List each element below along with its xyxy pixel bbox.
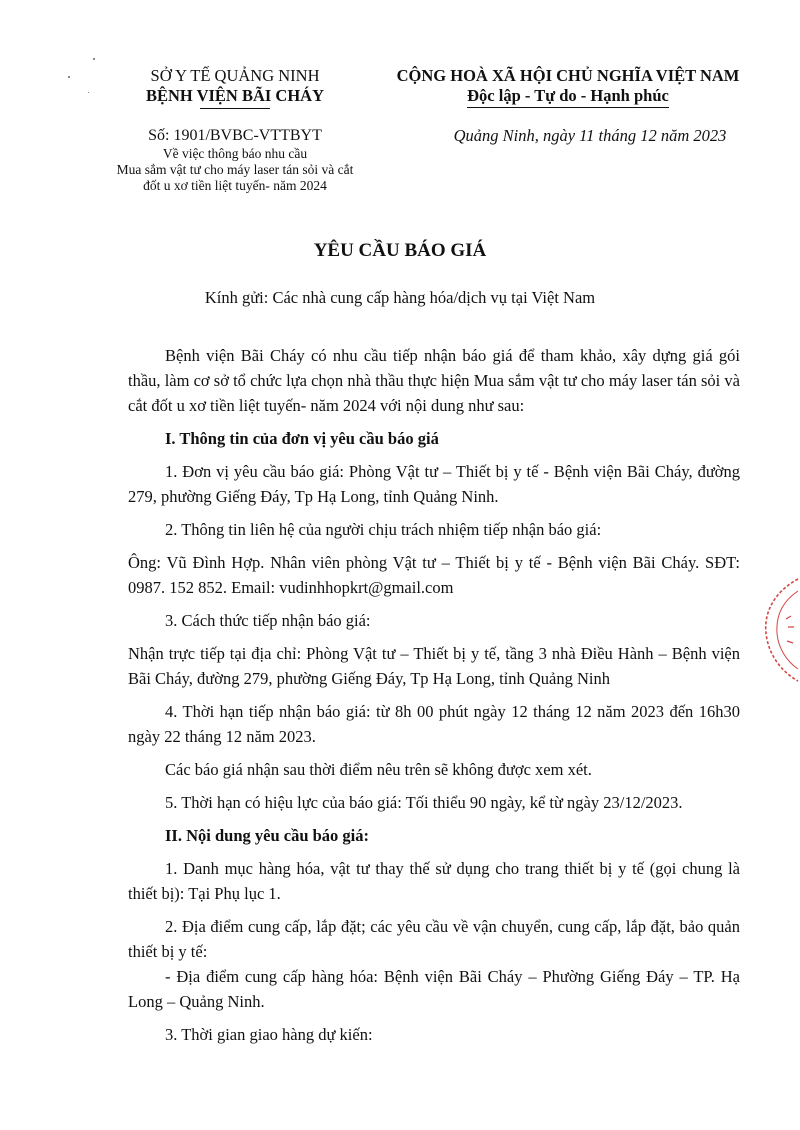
hospital-name: BỆNH VIỆN BÃI CHÁY [145,86,325,105]
intro-paragraph: Bệnh viện Bãi Cháy có nhu cầu tiếp nhận báo giá để tham khảo, xây dựng giá gói thầu, làm cơ sở tổ chức lựa chọn nhà thầu thực hiện Mua sắm vật tư cho máy laser tán sỏi và cắt đốt u xơ tiền liệt tuyến- năm 2024 với nội dung như sau: [128,346,740,415]
paragraph: 2. Thông tin liên hệ của người chịu trách nhiệm tiếp nhận báo giá: [165,520,602,539]
paragraph: Các báo giá nhận sau thời điểm nêu trên sẽ không được xem xét. [165,760,592,779]
scan-speck [93,58,95,60]
paragraph: 1. Đơn vị yêu cầu báo giá: Phòng Vật tư – Thiết bị y tế - Bệnh viện Bãi Cháy, đường 279, phường Giếng Đáy, Tp Hạ Long, tỉnh Quảng Ninh. [128,462,740,506]
seal-stamp-icon [760,575,800,685]
document-number: Số: 1901/BVBC-VTTBYT [148,127,322,144]
paragraph: - Địa điểm cung cấp hàng hóa: Bệnh viện Bãi Cháy – Phường Giếng Đáy – TP. Hạ Long – Quảng Ninh. [128,967,740,1011]
scan-speck [68,76,70,78]
date-line: Quảng Ninh, ngày 11 tháng 12 năm 2023 [453,126,727,145]
document-title: YÊU CẦU BÁO GIÁ [313,240,487,261]
paragraph: 3. Cách thức tiếp nhận báo giá: [165,611,371,630]
subject-line: Mua sắm vật tư cho máy laser tán sỏi và cắt [116,162,354,177]
paragraph: 1. Danh mục hàng hóa, vật tư thay thế sử dụng cho trang thiết bị y tế (gọi chung là thiết bị): Tại Phụ lục 1. [128,859,740,903]
national-header [368,66,768,108]
section-heading: I. Thông tin của đơn vị yêu cầu báo giá [165,429,439,448]
national-motto: Độc lập - Tự do - Hạnh phúc [467,86,669,108]
issuer-underline [200,108,270,109]
paragraph: 3. Thời gian giao hàng dự kiến: [165,1025,373,1044]
document-body [128,343,740,1047]
subject-line: đốt u xơ tiền liệt tuyến- năm 2024 [143,178,327,193]
subject-line: Về việc thông báo nhu cầu [162,146,308,161]
issuer-block [100,66,370,109]
nation-name: CỘNG HOÀ XÃ HỘI CHỦ NGHĨA VIỆT NAM [396,66,740,85]
paragraph: 5. Thời hạn có hiệu lực của báo giá: Tối thiểu 90 ngày, kể từ ngày 23/12/2023. [165,793,683,812]
greeting-line: Kính gửi: Các nhà cung cấp hàng hóa/dịch vụ tại Việt Nam [204,288,596,307]
paragraph: Ông: Vũ Đình Hợp. Nhân viên phòng Vật tư – Thiết bị y tế - Bệnh viện Bãi Cháy. SĐT: 0987. 152 852. Email: vudinhhopkrt@gmail.com [128,553,740,597]
paragraph: 2. Địa điểm cung cấp, lắp đặt; các yêu cầu về vận chuyển, cung cấp, lắp đặt, bảo quản thiết bị y tế: [128,917,740,961]
document-subject [100,146,370,194]
paragraph: Nhận trực tiếp tại địa chỉ: Phòng Vật tư – Thiết bị y tế, tầng 3 nhà Điều Hành – Bệnh viện Bãi Cháy, đường 279, phường Giếng Đáy, Tp Hạ Long, tỉnh Quảng Ninh [128,644,740,688]
agency-name: SỞ Y TẾ QUẢNG NINH [150,66,320,85]
section-heading: II. Nội dung yêu cầu báo giá: [165,826,370,845]
scan-speck [88,92,89,93]
paragraph: 4. Thời hạn tiếp nhận báo giá: từ 8h 00 phút ngày 12 tháng 12 năm 2023 đến 16h30 ngày 22 tháng 12 năm 2023. [128,702,740,746]
